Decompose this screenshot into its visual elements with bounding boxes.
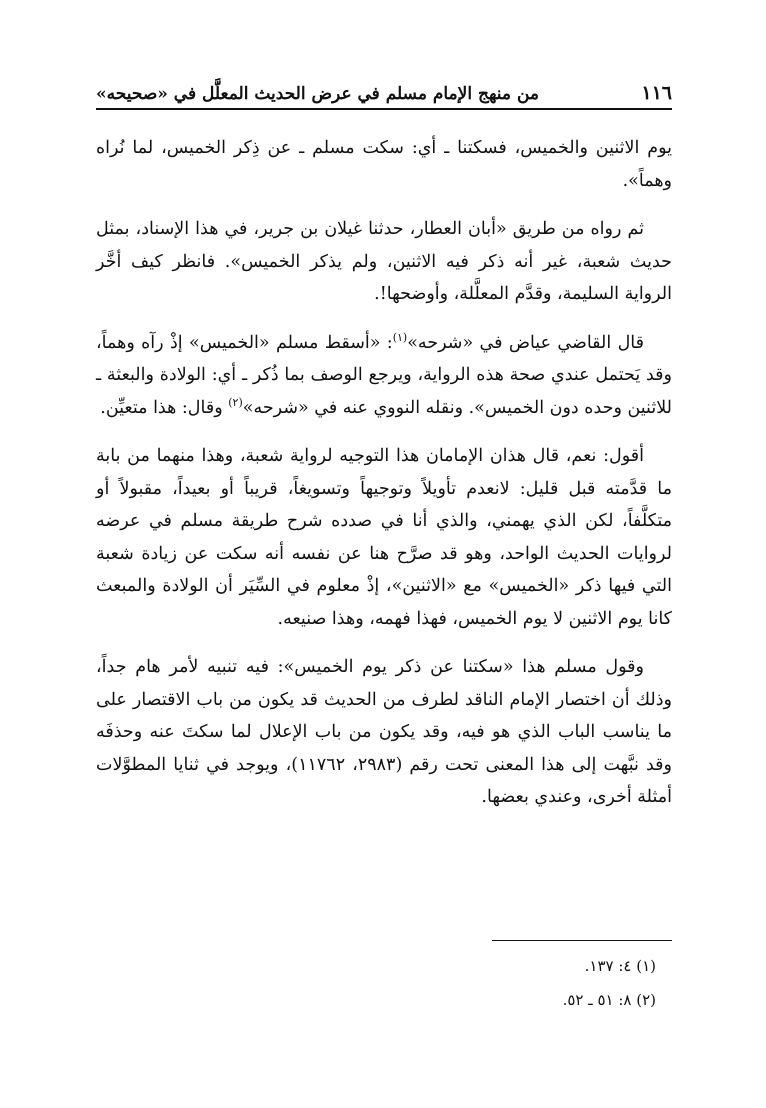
footnote-ref-2[interactable]: (٢) bbox=[228, 395, 243, 409]
paragraph-text: : «أسقط مسلم «الخميس» إذْ رآه وهماً، وقد يَحتمل عندي صحة هذه الرواية، ويرجع الوصف بما ذُكر ـ أي: الولادة والبعثة ـ للاثنين وحده دون الخميس». ونقله النووي عنه في «شرحه» bbox=[96, 332, 672, 418]
footnote-ref-1[interactable]: (١) bbox=[392, 330, 408, 344]
paragraph-text: ثم رواه من طريق «أبان العطار، حدثنا غيلان بن جرير، في هذا الإسناد، بمثل حديث شعبة، غير أنه ذكر فيه الاثنين، ولم يذكر الخميس». فانظر كيف أخَّر الرواية السليمة، وقدَّم المعلَّلة، وأوضحها!. bbox=[96, 219, 672, 304]
paragraph-5 bbox=[96, 651, 672, 814]
paragraph-2 bbox=[96, 213, 672, 311]
page-number: ١١٦ bbox=[641, 82, 672, 104]
paragraph-text: أقول: نعم، قال هذان الإمامان هذا التوجيه لرواية شعبة، وهذا منهما من بابة ما قدَّمته قبل قليل: لانعدم تأويلاً وتوجيهاً وتسويغاً، قريباً أو بعيداً، مقبولاً أو متكلَّفاً، لكن الذي يهمني، والذي أنا في صدده شرح طريقة مسلم في عرضه لروايات الحديث الواحد، وهو قد صرَّح هنا عن نفسه أنه سكت عن زيادة شعبة التي فيها ذكر «الخميس» مع «الاثنين»، إذْ معلوم في السِّيَر أن الولادة والمبعث كانا يوم الاثنين لا يوم الخميس، فهذا فهمه، وهذا صنيعه. bbox=[96, 446, 672, 629]
paragraph-text: وقول مسلم هذا «سكتنا عن ذكر يوم الخميس»: فيه تنبيه لأمر هام جداً، وذلك أن اختصار الإمام الناقد لطرف من الحديث قد يكون من باب الاقتصار على ما يناسب الباب الذي هو فيه، وقد يكون من باب الإعلال لما سكتَ عنه وحذفَه وقد نبَّهت إلى هذا المعنى تحت رقم (٢٩٨٣، ١١٧٦٢)، ويوجد في ثنايا المطوَّلات أمثلة أخرى، وعندي بعضها. bbox=[96, 657, 672, 807]
page-header bbox=[96, 70, 672, 104]
paragraph-4 bbox=[96, 440, 672, 635]
footnote-1: (١) ٤: ١٣٧. bbox=[584, 957, 656, 975]
footnotes bbox=[96, 955, 656, 1023]
paragraph-text: وقال: هذا متعيِّن. bbox=[100, 397, 229, 418]
main-text bbox=[96, 132, 672, 830]
paragraph-1 bbox=[96, 132, 672, 197]
paragraph-text: قال القاضي عياض في «شرحه» bbox=[407, 332, 644, 353]
footnote-2: (٢) ٨: ٥١ ـ ٥٢. bbox=[562, 991, 656, 1009]
header-divider bbox=[96, 108, 672, 110]
paragraph-3 bbox=[96, 327, 672, 425]
footnote-divider bbox=[492, 940, 672, 941]
paragraph-text: يوم الاثنين والخميس، فسكتنا ـ أي: سكت مسلم ـ عن ذِكر الخميس، لما نُراه وهماً». bbox=[96, 138, 672, 191]
running-title: من منهج الإمام مسلم في عرض الحديث المعلَّل في «صحيحه» bbox=[96, 84, 540, 104]
